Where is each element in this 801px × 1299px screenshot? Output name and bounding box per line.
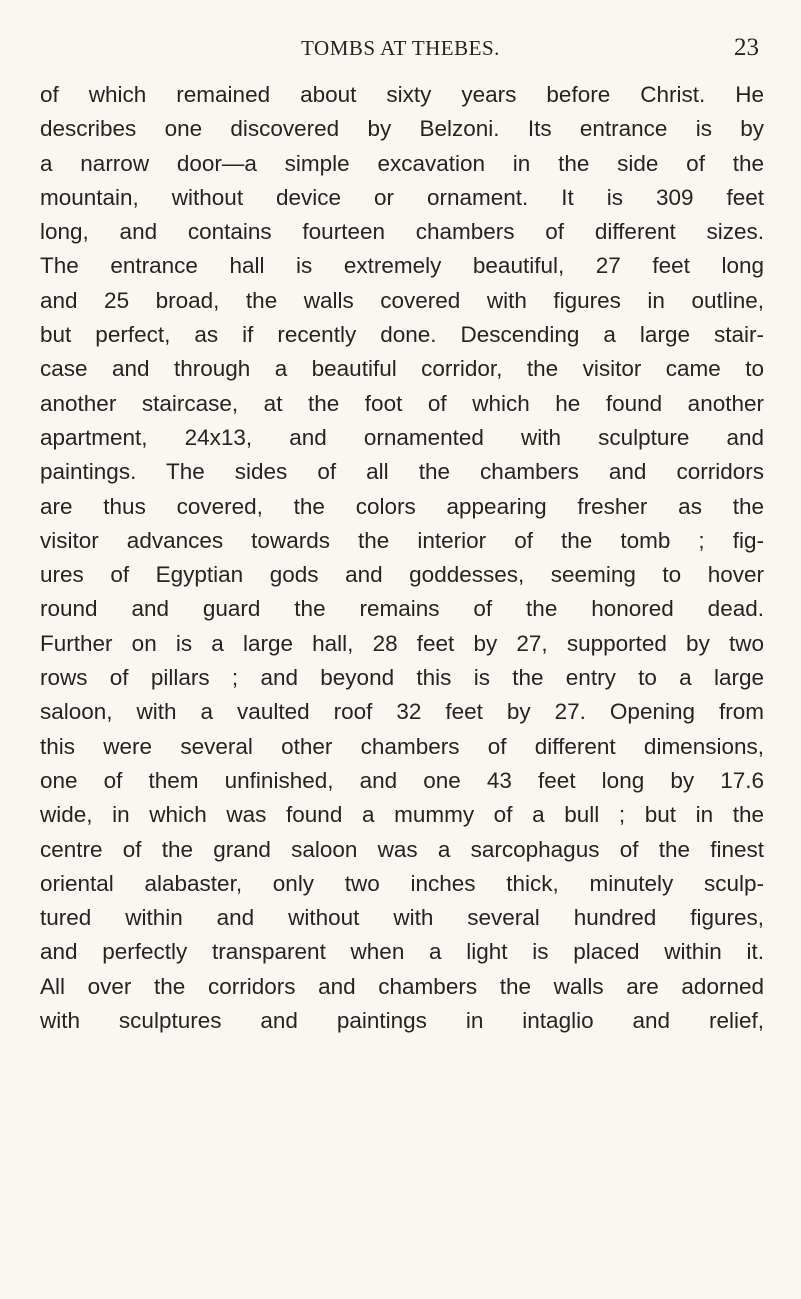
text-line: oriental alabaster, only two inches thick, minutely sculp- — [40, 870, 764, 896]
running-title: TOMBS AT THEBES. — [301, 36, 500, 60]
text-line: wide, in which was found a mummy of a bull ; but in the — [40, 802, 764, 828]
text-line: case and through a beautiful corridor, the visitor came to — [40, 356, 764, 382]
body-text — [40, 78, 764, 1038]
text-line: All over the corridors and chambers the walls are adorned — [40, 973, 764, 999]
text-line: ures of Egyptian gods and goddesses, seeming to hover — [40, 562, 764, 588]
text-line: saloon, with a vaulted roof 32 feet by 27. Opening from — [40, 699, 764, 725]
text-line: centre of the grand saloon was a sarcophagus of the finest — [40, 836, 764, 862]
text-line: Further on is a large hall, 28 feet by 27, supported by two — [40, 630, 764, 656]
text-line: paintings. The sides of all the chambers and corridors — [40, 459, 764, 485]
text-line: with sculptures and paintings in intaglio and relief, — [40, 1008, 764, 1034]
text-line: The entrance hall is extremely beautiful, 27 feet long — [40, 253, 764, 279]
page-number: 23 — [734, 34, 759, 61]
text-line: and perfectly transparent when a light is placed within it. — [40, 939, 764, 965]
text-line: describes one discovered by Belzoni. Its entrance is by — [40, 116, 764, 142]
text-line: are thus covered, the colors appearing fresher as the — [40, 493, 764, 519]
text-line: tured within and without with several hundred figures, — [40, 905, 764, 931]
text-line: mountain, without device or ornament. It is 309 feet — [40, 184, 764, 210]
text-line: but perfect, as if recently done. Descending a large stair- — [40, 322, 764, 348]
text-line: this were several other chambers of different dimensions, — [40, 733, 764, 759]
text-line: visitor advances towards the interior of the tomb ; fig- — [40, 527, 764, 553]
text-line: one of them unfinished, and one 43 feet long by 17.6 — [40, 767, 764, 793]
text-line: round and guard the remains of the honored dead. — [40, 596, 764, 622]
text-line: a narrow door—a simple excavation in the side of the — [40, 150, 764, 176]
text-line: rows of pillars ; and beyond this is the entry to a large — [40, 665, 764, 691]
text-line: apartment, 24x13, and ornamented with sculpture and — [40, 424, 764, 450]
text-line: of which remained about sixty years before Christ. He — [40, 82, 764, 107]
text-line: long, and contains fourteen chambers of different sizes. — [40, 219, 764, 245]
text-line: another staircase, at the foot of which he found another — [40, 390, 764, 416]
text-line: and 25 broad, the walls covered with figures in outline, — [40, 287, 764, 313]
running-head — [40, 32, 761, 66]
